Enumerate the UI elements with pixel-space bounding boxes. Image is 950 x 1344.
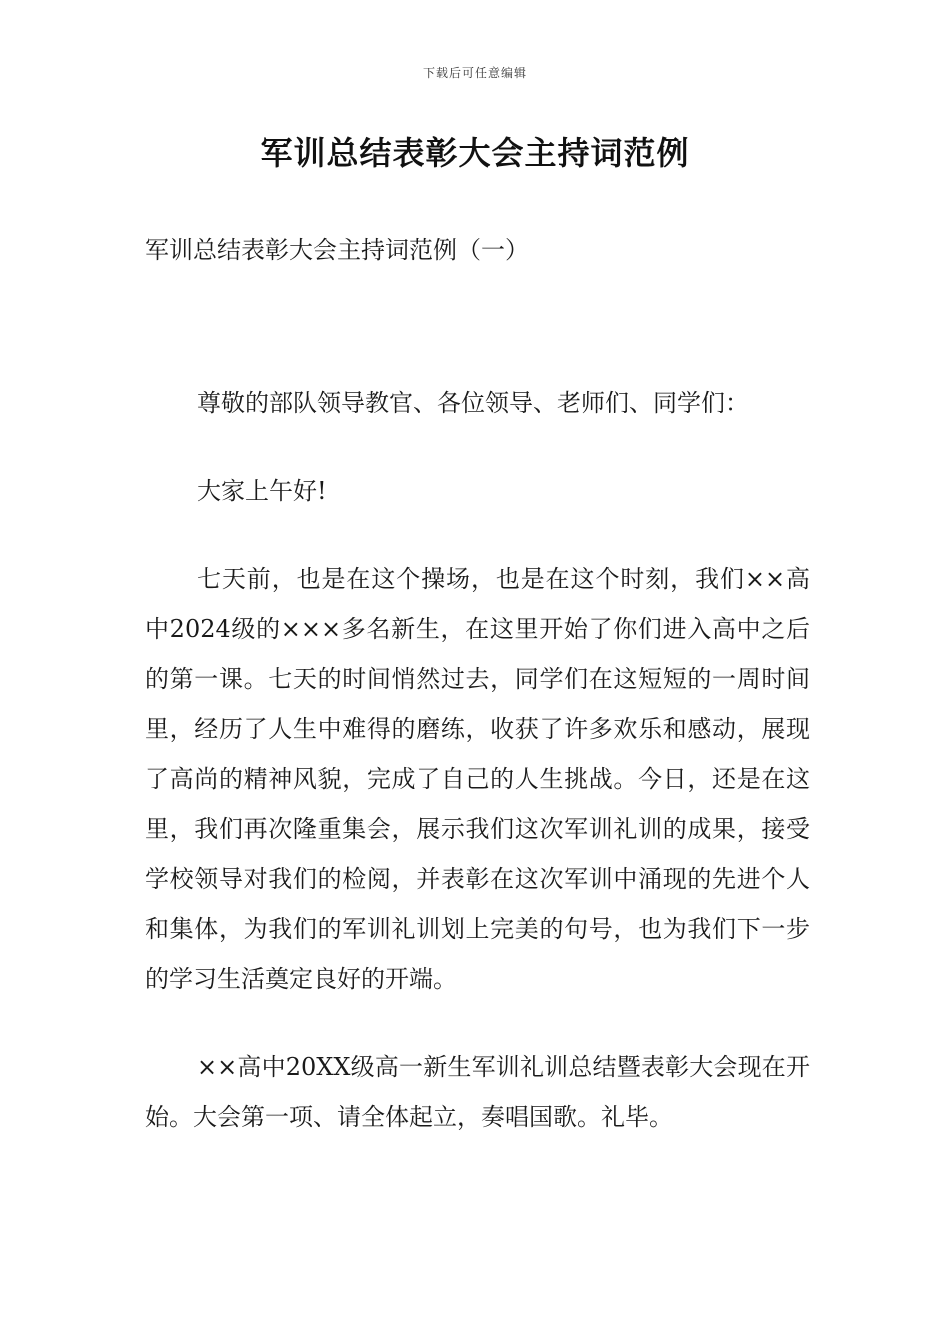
paragraph-announcement: ××高中20XX级高一新生军训礼训总结暨表彰大会现在开始。大会第一项、请全体起立，奏唱国歌。礼毕。 <box>145 1053 810 1131</box>
paragraph-opening: 七天前，也是在这个操场，也是在这个时刻，我们××高中2024级的×××多名新生，在这里开始了你们进入高中之后的第一课。七天的时间悄然过去，同学们在这短短的一周时间里，经历了人生中难得的磨练，收获了许多欢乐和感动，展现了高尚的精神风貌，完成了自己的人生挑战。今日，还是在这里，我们再次隆重集会，展示我们这次军训礼训的成果，接受学校领导对我们的检阅，并表彰在这次军训中涌现的先进个人和集体，为我们的军训礼训划上完美的句号，也为我们下一步的学习生活奠定良好的开端。 <box>145 565 810 993</box>
paragraph-salutation: 尊敬的部队领导教官、各位领导、老师们、同学们： <box>197 389 749 417</box>
document-subtitle: 军训总结表彰大会主持词范例（一） <box>145 236 529 264</box>
document-title: 军训总结表彰大会主持词范例 <box>260 134 690 172</box>
paragraph-greeting: 大家上午好! <box>197 477 327 505</box>
header-note: 下载后可任意编辑 <box>422 66 527 80</box>
document-body <box>145 378 810 1180</box>
